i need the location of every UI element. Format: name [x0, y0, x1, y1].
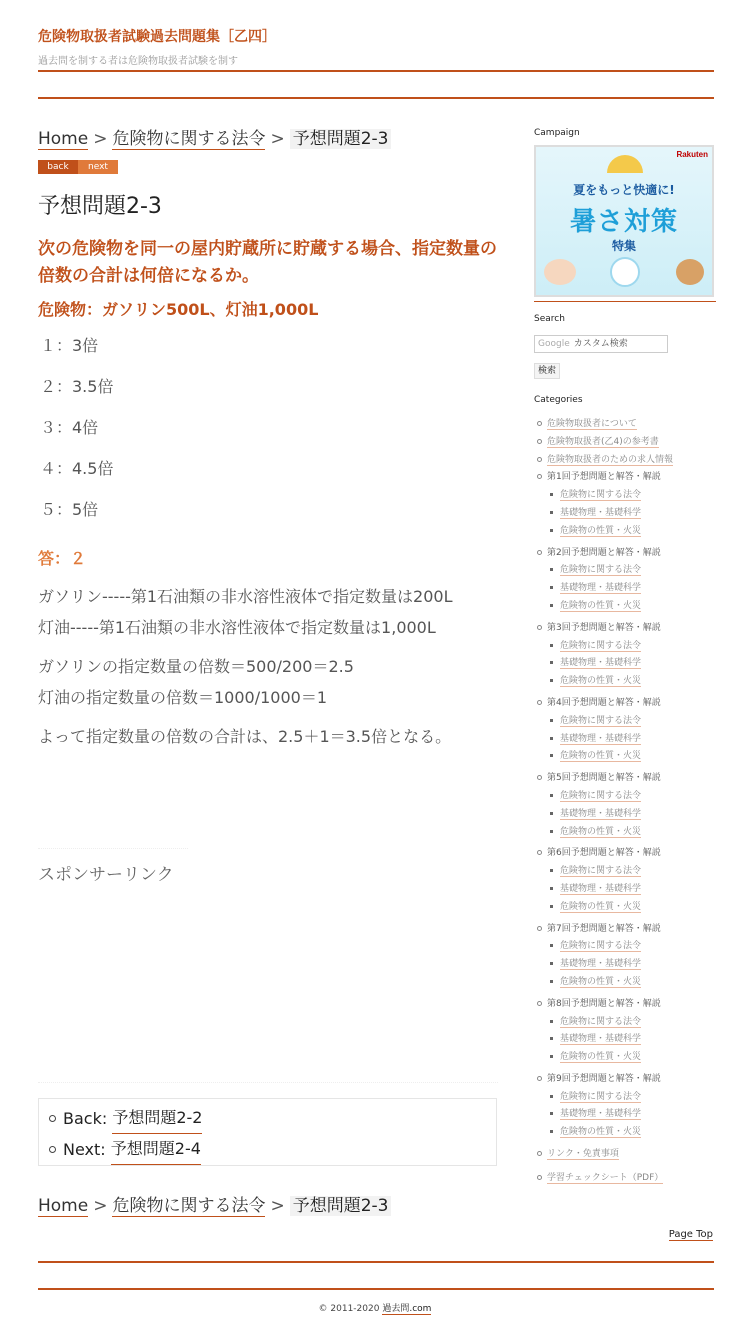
circle-bullet-icon	[537, 474, 542, 479]
explanation-line: よって指定数量の倍数の合計は、2.5＋1＝3.5倍となる。	[38, 727, 452, 746]
category-link[interactable]: 危険物取扱者のための求人情報	[547, 454, 674, 465]
subcategory-link[interactable]: 基礎物理・基礎科学	[560, 959, 642, 970]
subcategory-link[interactable]: 基礎物理・基礎科学	[560, 808, 642, 819]
category-item	[534, 416, 716, 434]
choice-item: ３：4倍	[40, 418, 99, 437]
subcategory-link[interactable]: 危険物に関する法令	[560, 715, 642, 726]
category-round	[534, 921, 716, 939]
categories-widget-title: Categories	[534, 395, 583, 405]
category-round-link[interactable]: 第1回予想問題と解答・解説	[547, 472, 661, 483]
campaign-banner[interactable]	[534, 145, 714, 297]
breadcrumb-category-link[interactable]: 危険物に関する法令	[112, 129, 266, 149]
subcategory-link[interactable]: 危険物に関する法令	[560, 866, 642, 877]
sidebar-divider	[534, 301, 716, 302]
square-bullet-icon	[550, 493, 553, 496]
category-round-link[interactable]: 第9回予想問題と解答・解説	[547, 1073, 661, 1084]
sidebar	[534, 126, 716, 1188]
explanation-paragraph	[38, 651, 498, 713]
search-placeholder: カスタム検索	[573, 339, 628, 349]
subcategory-item	[534, 1106, 716, 1124]
category-round	[534, 469, 716, 487]
subcategory-item	[534, 956, 716, 974]
mini-next-button[interactable]: next	[78, 160, 118, 174]
copyright-text: © 2011-2020	[318, 1304, 380, 1314]
category-round-link[interactable]: 第6回予想問題と解答・解説	[547, 848, 661, 859]
subcategory-link[interactable]: 危険物に関する法令	[560, 941, 642, 952]
subcategory-link[interactable]: 危険物の性質・火災	[560, 751, 642, 762]
header-divider-bottom	[38, 97, 714, 99]
choice-item: ２：3.5倍	[40, 377, 114, 396]
breadcrumb-category-link[interactable]: 危険物に関する法令	[112, 1196, 266, 1216]
subcategory-item	[534, 881, 716, 899]
circle-bullet-icon	[537, 700, 542, 705]
explanation-paragraph	[38, 721, 498, 752]
breadcrumb	[38, 126, 498, 152]
square-bullet-icon	[550, 586, 553, 589]
sponsor-label: スポンサーリンク	[38, 865, 174, 885]
category-round-link[interactable]: 第4回予想問題と解答・解説	[547, 697, 661, 708]
category-round-link[interactable]: 第2回予想問題と解答・解説	[547, 547, 661, 558]
square-bullet-icon	[550, 905, 553, 908]
square-bullet-icon	[550, 1055, 553, 1058]
category-link[interactable]: 危険物取扱者について	[547, 419, 637, 429]
circle-bullet-icon	[537, 1151, 542, 1156]
square-bullet-icon	[550, 604, 553, 607]
subcategory-item	[534, 523, 716, 541]
circle-bullet-icon	[537, 1076, 542, 1081]
subcategory-item	[534, 788, 716, 806]
circle-bullet-icon	[537, 421, 542, 426]
page-top-link[interactable]: Page Top	[668, 1229, 713, 1240]
category-item	[534, 434, 716, 452]
subcategory-item	[534, 713, 716, 731]
subcategory-item	[534, 505, 716, 523]
square-bullet-icon	[550, 980, 553, 983]
site-header	[38, 26, 714, 67]
search-input[interactable]	[534, 335, 668, 353]
square-bullet-icon	[550, 962, 553, 965]
explanation	[38, 581, 498, 752]
choice-item: ４：4.5倍	[40, 459, 114, 478]
search-button[interactable]: 検索	[534, 363, 560, 379]
circle-bullet-icon	[49, 1115, 56, 1122]
post-nav-next-label: Next:	[63, 1139, 106, 1159]
subcategory-link[interactable]: 危険物の性質・火災	[560, 976, 642, 987]
subcategory-item	[534, 974, 716, 992]
explanation-line: 灯油-----第1石油類の非水溶性液体で指定数量は1,000L	[38, 618, 436, 637]
square-bullet-icon	[550, 737, 553, 740]
square-bullet-icon	[550, 754, 553, 757]
category-round	[534, 545, 716, 563]
campaign-line2: 暑さ対策	[569, 207, 678, 237]
category-link[interactable]: リンク・免責事項	[547, 1149, 619, 1160]
breadcrumb-separator: >	[270, 129, 285, 149]
subcategory-link[interactable]: 危険物の性質・火災	[560, 525, 642, 536]
subcategory-item	[534, 1089, 716, 1107]
campaign-line3: 特集	[611, 239, 636, 253]
subcategory-item	[534, 824, 716, 842]
square-bullet-icon	[550, 1037, 553, 1040]
category-link[interactable]: 学習チェックシート（PDF）	[547, 1172, 664, 1183]
circle-bullet-icon	[537, 926, 542, 931]
subcategory-link[interactable]: 基礎物理・基礎科学	[560, 883, 642, 894]
circle-bullet-icon	[537, 439, 542, 444]
breadcrumb-bottom	[38, 1193, 391, 1219]
subcategory-link[interactable]: 基礎物理・基礎科学	[560, 658, 642, 669]
breadcrumb-separator: >	[93, 1196, 108, 1216]
circle-bullet-icon	[49, 1146, 56, 1153]
square-bullet-icon	[550, 568, 553, 571]
subcategory-link[interactable]: 基礎物理・基礎科学	[560, 583, 642, 594]
post-nav-back-label: Back:	[63, 1108, 108, 1128]
square-bullet-icon	[550, 1130, 553, 1133]
explanation-line: ガソリンの指定数量の倍数＝500/200＝2.5	[38, 657, 354, 676]
subcategory-item	[534, 638, 716, 656]
square-bullet-icon	[550, 661, 553, 664]
main-content	[38, 126, 498, 1216]
category-item	[534, 452, 716, 470]
breadcrumb-separator: >	[270, 1196, 285, 1216]
subcategory-item	[534, 748, 716, 766]
mini-back-button[interactable]: back	[38, 160, 78, 174]
breadcrumb-separator: >	[93, 129, 108, 149]
category-round-link[interactable]: 第8回予想問題と解答・解説	[547, 998, 661, 1009]
breadcrumb-home-link[interactable]: Home	[38, 129, 89, 149]
subcategory-link[interactable]: 基礎物理・基礎科学	[560, 507, 642, 518]
choice-list	[38, 334, 498, 539]
footer	[0, 1301, 750, 1314]
category-item	[534, 1146, 716, 1164]
square-bullet-icon	[550, 1095, 553, 1098]
category-round	[534, 695, 716, 713]
subcategory-item	[534, 1124, 716, 1142]
site-tagline: 過去問を制する者は危険物取扱者試験を制す	[38, 56, 238, 67]
subcategory-item	[534, 1031, 716, 1049]
subcategory-item	[534, 938, 716, 956]
category-round	[534, 996, 716, 1014]
square-bullet-icon	[550, 529, 553, 532]
sun-icon	[607, 155, 643, 173]
subcategory-link[interactable]: 危険物に関する法令	[560, 640, 642, 651]
square-bullet-icon	[550, 869, 553, 872]
sleeping-person-illustration	[544, 259, 576, 285]
ad-divider	[38, 1082, 498, 1083]
subcategory-link[interactable]: 危険物に関する法令	[560, 565, 642, 576]
subcategory-link[interactable]: 基礎物理・基礎科学	[560, 733, 642, 744]
subcategory-item	[534, 580, 716, 598]
square-bullet-icon	[550, 830, 553, 833]
subcategory-link[interactable]: 危険物の性質・火災	[560, 826, 642, 837]
header-divider-top	[38, 70, 714, 72]
dog-illustration	[676, 259, 704, 285]
subcategory-link[interactable]: 基礎物理・基礎科学	[560, 1034, 642, 1045]
subcategory-link[interactable]: 危険物に関する法令	[560, 1016, 642, 1027]
post-nav-back	[49, 1103, 486, 1134]
subcategory-item	[534, 863, 716, 881]
circle-bullet-icon	[537, 550, 542, 555]
square-bullet-icon	[550, 511, 553, 514]
category-link[interactable]: 危険物取扱者(乙4)の参考書	[547, 436, 659, 447]
square-bullet-icon	[550, 887, 553, 890]
category-round-link[interactable]: 第5回予想問題と解答・解説	[547, 773, 661, 784]
square-bullet-icon	[550, 719, 553, 722]
category-round-link[interactable]: 第3回予想問題と解答・解説	[547, 622, 661, 633]
circle-bullet-icon	[537, 1175, 542, 1180]
category-round	[534, 620, 716, 638]
category-round-link[interactable]: 第7回予想問題と解答・解説	[547, 923, 661, 934]
sponsor-divider	[38, 848, 188, 849]
subcategory-link[interactable]: 危険物に関する法令	[560, 490, 642, 501]
square-bullet-icon	[550, 944, 553, 947]
explanation-paragraph	[38, 581, 498, 643]
subcategory-link[interactable]: 危険物の性質・火災	[560, 600, 642, 611]
breadcrumb-current: 予想問題2-3	[290, 129, 392, 149]
campaign-line1: 夏をもっと快適に!	[573, 183, 675, 197]
choice-item: １：3倍	[40, 336, 99, 355]
explanation-line: ガソリン-----第1石油類の非水溶性液体で指定数量は200L	[38, 587, 453, 606]
subcategory-item	[534, 1014, 716, 1032]
hazard-items: 危険物：ガソリン500L、灯油1,000L	[38, 300, 319, 319]
category-list	[534, 416, 716, 1188]
subcategory-item	[534, 673, 716, 691]
footer-site-link[interactable]: 過去問.com	[382, 1304, 432, 1314]
subcategory-link[interactable]: 危険物の性質・火災	[560, 1127, 642, 1138]
footer-divider-bottom	[38, 1288, 714, 1290]
post-nav-next	[49, 1134, 486, 1165]
question-text: 次の危険物を同一の屋内貯蔵所に貯蔵する場合、指定数量の倍数の合計は何倍になるか。	[38, 239, 497, 286]
explanation-line: 灯油の指定数量の倍数＝1000/1000＝1	[38, 688, 328, 707]
subcategory-item	[534, 487, 716, 505]
category-item	[534, 1170, 716, 1188]
circle-bullet-icon	[537, 457, 542, 462]
subcategory-item	[534, 598, 716, 616]
subcategory-link[interactable]: 危険物の性質・火災	[560, 676, 642, 687]
search-widget-title: Search	[534, 314, 565, 324]
breadcrumb-current: 予想問題2-3	[290, 1196, 392, 1216]
subcategory-item	[534, 1049, 716, 1067]
square-bullet-icon	[550, 1020, 553, 1023]
category-round	[534, 770, 716, 788]
post-navigation	[38, 1098, 497, 1166]
subcategory-link[interactable]: 基礎物理・基礎科学	[560, 1109, 642, 1120]
site-title-link[interactable]: 危険物取扱者試験過去問題集［乙四］	[38, 29, 276, 45]
circle-bullet-icon	[537, 775, 542, 780]
subcategory-link[interactable]: 危険物に関する法令	[560, 1091, 642, 1102]
category-round	[534, 845, 716, 863]
choice-item: ５：5倍	[40, 500, 99, 519]
mini-nav	[38, 160, 498, 174]
subcategory-item	[534, 899, 716, 917]
square-bullet-icon	[550, 679, 553, 682]
subcategory-link[interactable]: 危険物の性質・火災	[560, 1052, 642, 1063]
subcategory-item	[534, 562, 716, 580]
subcategory-item	[534, 655, 716, 673]
post-nav-back-link[interactable]: 予想問題2-2	[112, 1103, 202, 1134]
square-bullet-icon	[550, 812, 553, 815]
page-title: 予想問題2-3	[38, 194, 162, 219]
rakuten-logo: Rakuten	[676, 150, 708, 159]
square-bullet-icon	[550, 644, 553, 647]
answer-text: 答：２	[38, 549, 87, 568]
post-nav-next-link[interactable]: 予想問題2-4	[111, 1134, 201, 1165]
subcategory-item	[534, 731, 716, 749]
google-logo: Google	[538, 339, 570, 349]
polar-bear-illustration	[610, 257, 640, 287]
circle-bullet-icon	[537, 850, 542, 855]
subcategory-item	[534, 806, 716, 824]
category-round	[534, 1071, 716, 1089]
footer-divider-top	[38, 1261, 714, 1263]
square-bullet-icon	[550, 794, 553, 797]
circle-bullet-icon	[537, 625, 542, 630]
circle-bullet-icon	[537, 1001, 542, 1006]
square-bullet-icon	[550, 1112, 553, 1115]
campaign-widget-title: Campaign	[534, 128, 580, 138]
breadcrumb-home-link[interactable]: Home	[38, 1196, 89, 1216]
subcategory-link[interactable]: 危険物の性質・火災	[560, 901, 642, 912]
subcategory-link[interactable]: 危険物に関する法令	[560, 790, 642, 801]
